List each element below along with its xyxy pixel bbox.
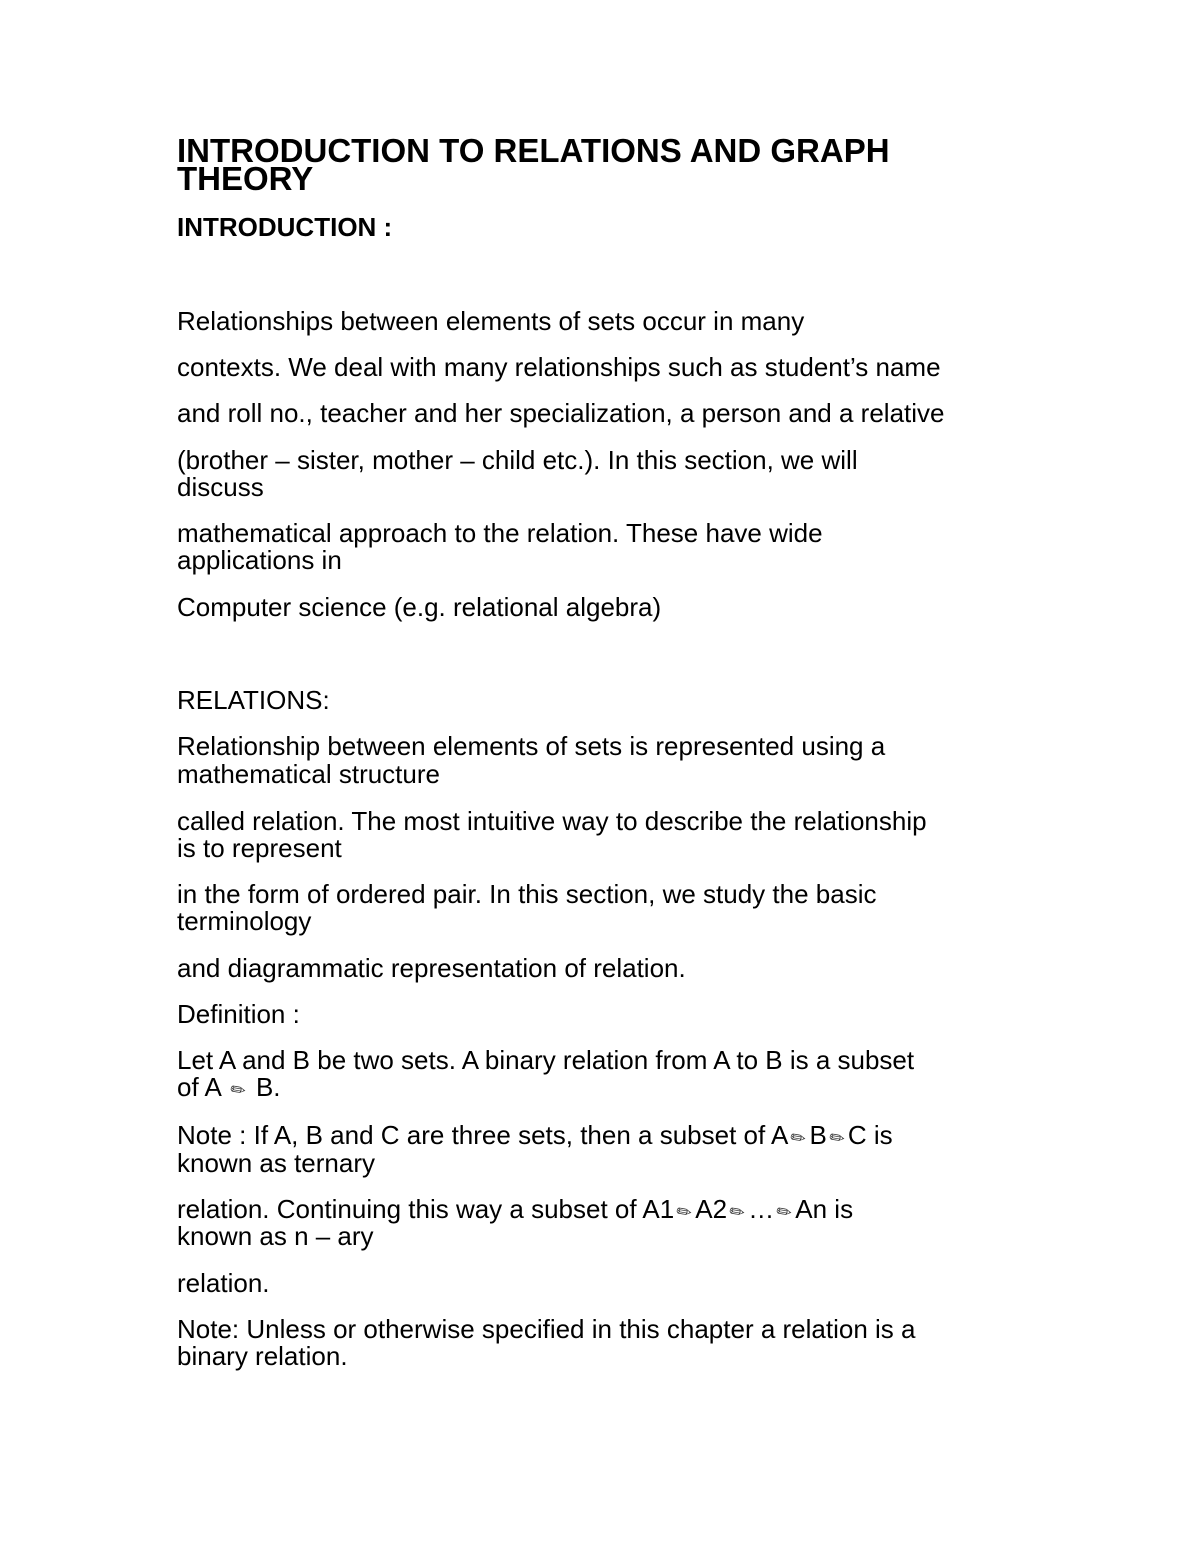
note2-line-2: binary relation. (177, 1341, 348, 1371)
broken-glyph-icon: ✎ (225, 1077, 251, 1104)
definition-line-2-start: of A (177, 1072, 221, 1102)
document-title-line-1: INTRODUCTION TO RELATIONS AND GRAPH (177, 132, 890, 169)
definition-heading: Definition : (177, 999, 300, 1029)
document-title-line-2: THEORY (177, 160, 314, 197)
broken-glyph-icon: ✎ (725, 1199, 750, 1226)
note1-line-3-start: relation. Continuing this way a subset of A1 (177, 1194, 675, 1224)
intro-line-5: discuss (177, 472, 264, 502)
intro-line-6: mathematical approach to the relation. These have wide (177, 518, 823, 548)
broken-glyph-icon: ✎ (672, 1199, 697, 1226)
relations-line-6: terminology (177, 906, 312, 936)
note1-line-1-end: C is (847, 1120, 893, 1150)
note1-line-1-mid: B (809, 1120, 827, 1150)
definition-line-2 (177, 1074, 281, 1104)
broken-glyph-icon: ✎ (825, 1125, 850, 1152)
definition-line-2-end: B. (255, 1072, 281, 1102)
relations-line-3: called relation. The most intuitive way to describe the relationship (177, 806, 927, 836)
relations-line-4: is to represent (177, 833, 342, 863)
relations-line-1: Relationship between elements of sets is represented using a (177, 731, 886, 761)
intro-line-7: applications in (177, 545, 342, 575)
broken-glyph-icon: ✎ (772, 1199, 797, 1226)
relations-line-5: in the form of ordered pair. In this section, we study the basic (177, 879, 877, 909)
note1-line-3-end: An is (795, 1194, 854, 1224)
intro-line-1: Relationships between elements of sets occur in many (177, 306, 805, 336)
note1-line-1-start: Note : If A, B and C are three sets, then a subset of A (177, 1120, 789, 1150)
note1-line-2: known as ternary (177, 1148, 375, 1178)
definition-line-1: Let A and B be two sets. A binary relation from A to B is a subset (177, 1045, 915, 1075)
note1-line-3-mid: A2 (695, 1194, 728, 1224)
relations-heading: RELATIONS: (177, 685, 330, 715)
intro-line-4: (brother – sister, mother – child etc.). In this section, we will (177, 445, 858, 475)
intro-line-2: contexts. We deal with many relationships such as student’s name (177, 352, 941, 382)
relations-line-2: mathematical structure (177, 759, 440, 789)
note1-line-5: relation. (177, 1268, 270, 1298)
note2-line-1: Note: Unless or otherwise specified in this chapter a relation is a (177, 1314, 916, 1344)
note1-line-4: known as n – ary (177, 1221, 374, 1251)
relations-line-7: and diagrammatic representation of relation. (177, 953, 686, 983)
introduction-heading: INTRODUCTION : (177, 212, 393, 242)
note1-line-3-ellipsis: … (748, 1194, 775, 1224)
broken-glyph-icon: ✎ (786, 1125, 812, 1152)
intro-line-8: Computer science (e.g. relational algebra) (177, 592, 662, 622)
intro-line-3: and roll no., teacher and her specialization, a person and a relative (177, 398, 945, 428)
